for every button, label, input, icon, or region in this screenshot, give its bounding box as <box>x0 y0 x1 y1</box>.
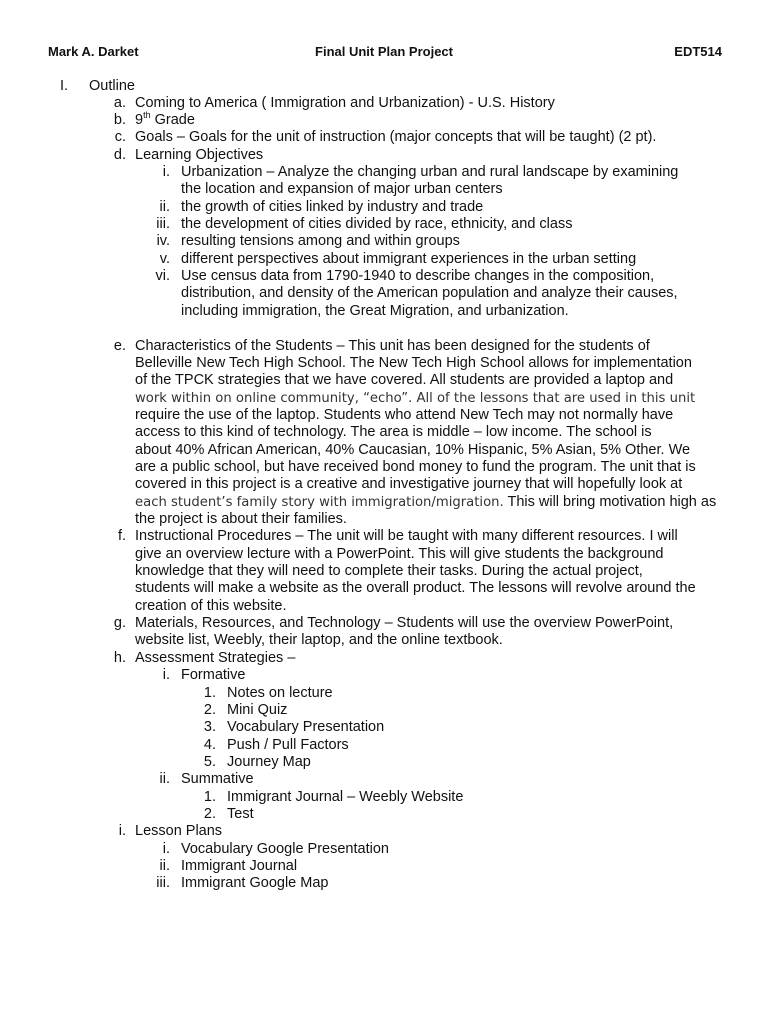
item-a-text: Coming to America ( Immigration and Urbanization) - U.S. History <box>135 95 555 111</box>
item-e-marker: e. <box>113 338 126 354</box>
lesson-plan-item: Vocabulary Google Presentation <box>181 841 389 857</box>
summative-label: Summative <box>181 771 254 787</box>
paragraph-line: work within on online community, “echo”. All of the lessons that are used in this unit <box>135 391 696 406</box>
objective-marker: ii. <box>159 199 170 215</box>
item-f-marker: f. <box>117 528 126 544</box>
paragraph-line: Belleville New Tech High School. The New Tech High School allows for implementation <box>135 355 692 371</box>
item-b-text: 9th Grade <box>135 110 195 128</box>
item-d-marker: d. <box>113 147 126 163</box>
outline-heading: Outline <box>89 78 135 94</box>
list-marker: 4. <box>203 737 216 753</box>
item-i-marker: i. <box>118 823 126 839</box>
objective-line: the growth of cities linked by industry and trade <box>181 199 484 215</box>
objective-line: including immigration, the Great Migration, and urbanization. <box>181 303 569 319</box>
paragraph-line: knowledge that they will need to complete their tasks. During the actual project, <box>135 563 643 579</box>
list-marker: 2. <box>203 806 216 822</box>
objective-line: different perspectives about immigrant experiences in the urban setting <box>181 251 637 267</box>
lesson-plan-marker: iii. <box>156 875 170 891</box>
course-code: EDT514 <box>674 44 722 59</box>
item-b-marker: b. <box>113 112 126 128</box>
paragraph-line: the project is about their families. <box>135 511 347 527</box>
item-h-marker: h. <box>113 650 126 666</box>
paragraph-line: Characteristics of the Students – This unit has been designed for the students of <box>135 338 650 354</box>
list-marker: 2. <box>203 702 216 718</box>
paragraph-line: about 40% African American, 40% Caucasian, 10% Hispanic, 5% Asian, 5% Other. We <box>135 442 691 458</box>
objective-marker: iv. <box>156 233 170 249</box>
author-name: Mark A. Darket <box>48 44 139 59</box>
lesson-plan-marker: ii. <box>159 858 170 874</box>
paragraph-line: are a public school, but have received bond money to fund the program. The unit that is <box>135 459 696 475</box>
list-item: Push / Pull Factors <box>227 737 349 753</box>
item-c-text: Goals – Goals for the unit of instruction (major concepts that will be taught) (2 pt). <box>135 129 657 145</box>
list-item: Immigrant Journal – Weebly Website <box>227 789 464 805</box>
paragraph-line: students will make a website as the overall product. The lessons will revolve around the <box>135 580 696 596</box>
objective-line: the location and expansion of major urban centers <box>181 181 503 197</box>
objective-marker: i. <box>162 164 170 180</box>
list-item: Mini Quiz <box>227 702 288 718</box>
paragraph-line: creation of this website. <box>135 598 287 614</box>
lesson-plan-item: Immigrant Journal <box>181 858 298 874</box>
objective-marker: iii. <box>156 216 170 232</box>
objective-line: distribution, and density of the American population and analyze their causes, <box>181 285 678 301</box>
paragraph-line: each student’s family story with immigration/migration. This will bring motivation high as <box>135 494 717 510</box>
paragraph-line: give an overview lecture with a PowerPoint. This will give students the background <box>135 546 664 562</box>
objective-line: resulting tensions among and within groups <box>181 233 460 249</box>
lesson-plan-marker: i. <box>162 841 170 857</box>
item-i-text: Lesson Plans <box>135 823 223 839</box>
list-marker: 3. <box>203 719 216 735</box>
objective-line: Use census data from 1790-1940 to describe changes in the composition, <box>181 268 655 284</box>
lesson-plan-item: Immigrant Google Map <box>181 875 329 891</box>
item-c-marker: c. <box>114 129 126 145</box>
objective-line: the development of cities divided by race, ethnicity, and class <box>181 216 573 232</box>
list-item: Journey Map <box>227 754 311 770</box>
paragraph-line: Instructional Procedures – The unit will be taught with many different resources. I will <box>135 528 678 544</box>
list-item: Vocabulary Presentation <box>227 719 385 735</box>
paragraph-line: website list, Weebly, their laptop, and the online textbook. <box>135 632 503 648</box>
list-item: Notes on lecture <box>227 685 333 701</box>
item-d-text: Learning Objectives <box>135 147 264 163</box>
list-marker: 1. <box>203 685 216 701</box>
list-marker: 5. <box>203 754 216 770</box>
objective-line: Urbanization – Analyze the changing urban and rural landscape by examining <box>181 164 679 180</box>
paragraph-line: Materials, Resources, and Technology – Students will use the overview PowerPoint, <box>135 615 674 631</box>
item-g-marker: g. <box>113 615 126 631</box>
objective-marker: vi. <box>155 268 170 284</box>
formative-marker: i. <box>162 667 170 683</box>
outline-marker: I. <box>59 78 68 94</box>
objective-marker: v. <box>159 251 170 267</box>
item-h-text: Assessment Strategies – <box>135 650 296 666</box>
list-item: Test <box>227 806 254 822</box>
document-title: Final Unit Plan Project <box>315 44 453 59</box>
paragraph-line: of the TPCK strategies that we have covered. All students are provided a laptop and <box>135 372 674 388</box>
list-marker: 1. <box>203 789 216 805</box>
paragraph-line: require the use of the laptop. Students who attend New Tech may not normally have <box>135 407 674 423</box>
paragraph-line: access to this kind of technology. The area is middle – low income. The school is <box>135 424 652 440</box>
summative-marker: ii. <box>159 771 170 787</box>
formative-label: Formative <box>181 667 246 683</box>
item-a-marker: a. <box>113 95 126 111</box>
paragraph-line: covered in this project is a creative and investigative journey that will hopefully look at <box>135 476 683 492</box>
